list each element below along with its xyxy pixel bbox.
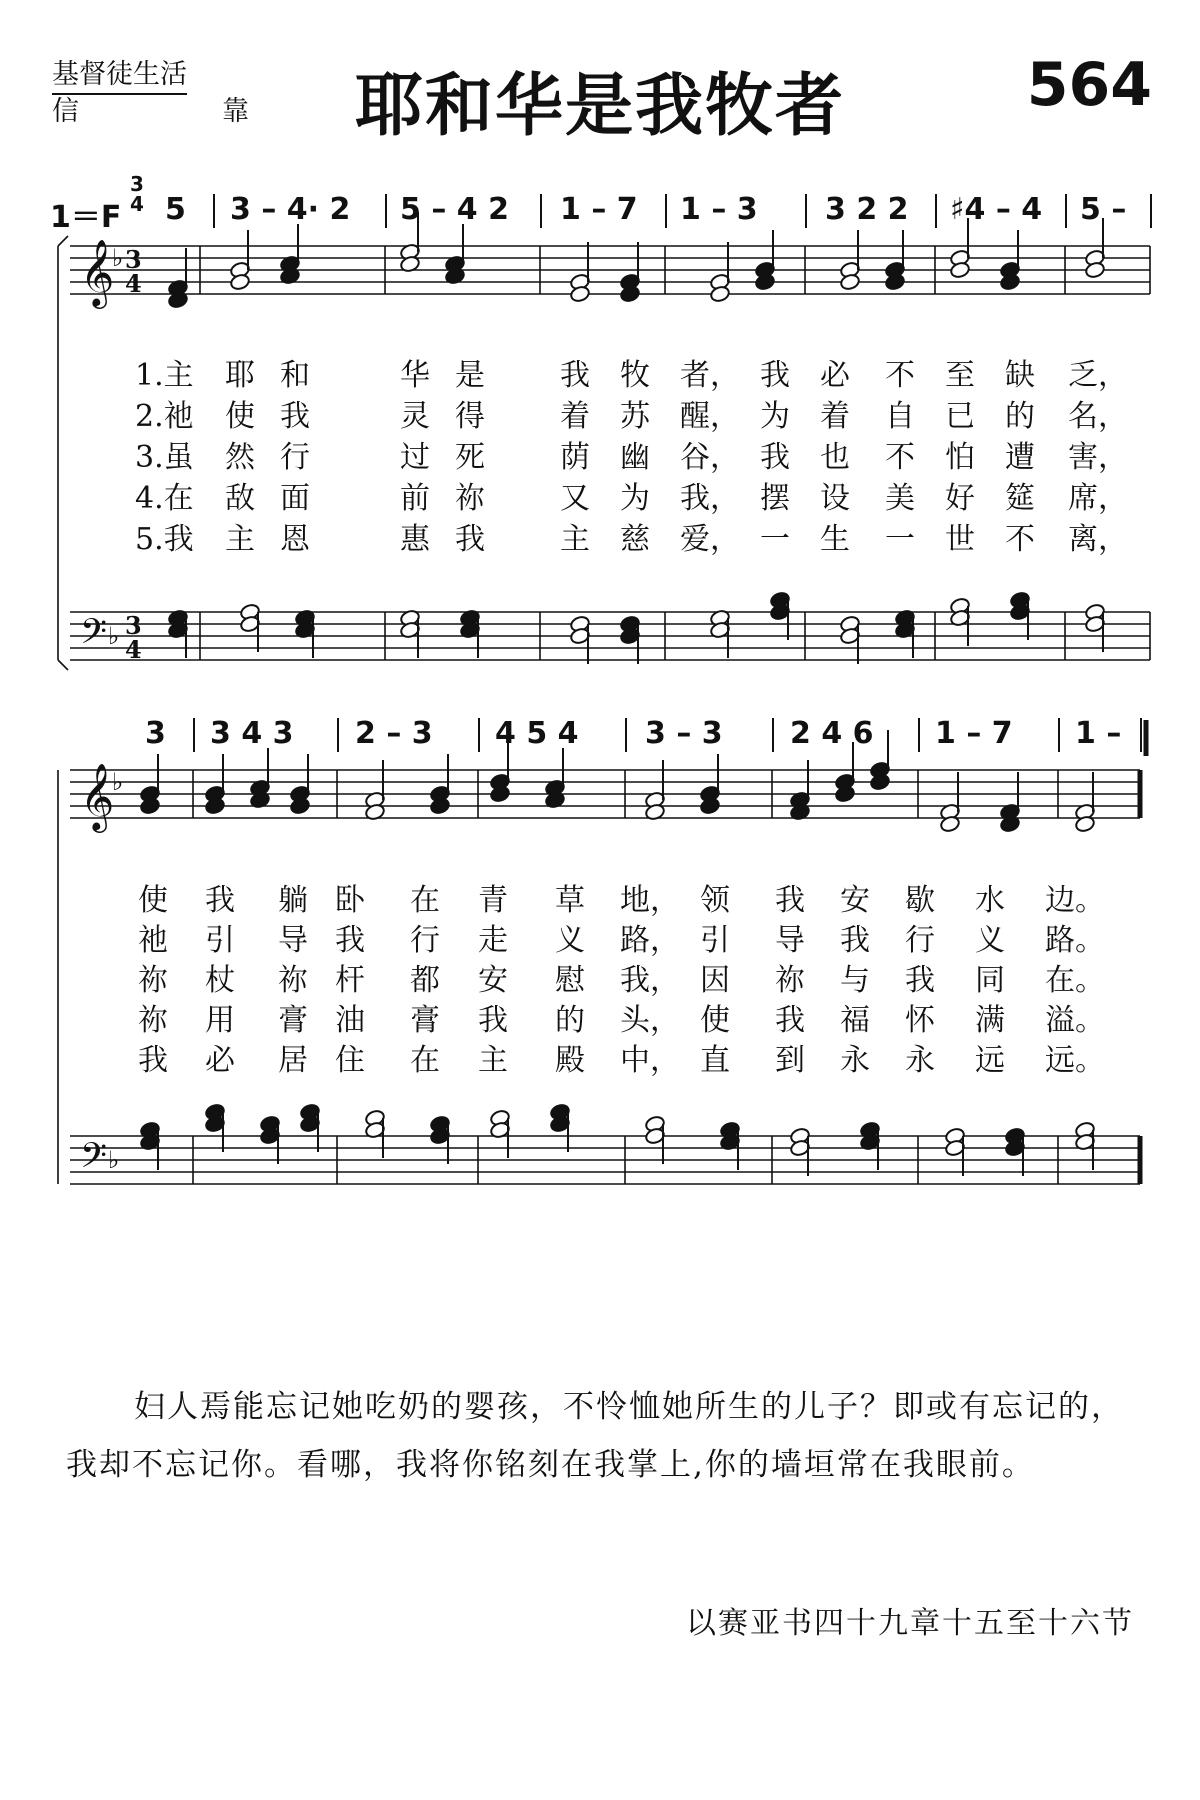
jianpu-measure: ♯4 – 4: [950, 192, 1043, 227]
lyric-syllable: 地，: [620, 883, 680, 918]
lyric-syllable: 边。: [1045, 883, 1105, 918]
svg-text:𝄞: 𝄞: [80, 238, 115, 306]
lyric-syllable: 牧: [620, 358, 650, 393]
jianpu-measure: 3 2 2: [825, 192, 909, 227]
time-bottom: 4: [130, 192, 144, 216]
lyric-syllable: 一: [760, 522, 790, 557]
lyric-syllable: 引: [700, 923, 730, 958]
lyric-syllable: 1.主: [135, 358, 194, 393]
lyric-syllable: 使: [225, 399, 255, 434]
lyric-syllable: 膏: [278, 1003, 308, 1038]
lyric-syllable: 与: [840, 963, 870, 998]
lyric-syllable: 为: [620, 481, 650, 516]
jianpu-measure: 3 – 4· 2: [230, 192, 351, 227]
lyric-syllable: 用: [205, 1003, 235, 1038]
lyric-syllable: 在: [410, 1043, 440, 1078]
lyric-syllable: 不: [885, 440, 915, 475]
lyric-syllable: 耶: [225, 358, 255, 393]
lyric-syllable: 导: [775, 923, 805, 958]
lyric-syllable: 行: [410, 923, 440, 958]
lyric-syllable: 为: [760, 399, 790, 434]
lyric-syllable: 到: [775, 1043, 805, 1078]
scripture-text: 妇人焉能忘记她吃奶的婴孩，不怜恤她所生的儿子？即或有忘记的，我却不忘记你。看哪，我将你铭刻在我掌上,你的墙垣常在我眼前。: [66, 1389, 1124, 1483]
jianpu-key: 1＝F: [50, 200, 122, 235]
lyric-syllable: 安: [478, 963, 508, 998]
lyric-syllable: 又: [560, 481, 590, 516]
lyric-syllable: 也: [820, 440, 850, 475]
lyric-syllable: 福: [840, 1003, 870, 1038]
clefs: [80, 238, 142, 1184]
lyric-syllable: 和: [280, 358, 310, 393]
lyric-syllable: 已: [945, 399, 975, 434]
lyric-syllable: 油: [335, 1003, 365, 1038]
lyric-syllable: 的: [1005, 399, 1035, 434]
lyric-syllable: 面: [280, 481, 310, 516]
lyric-syllable: 缺: [1005, 358, 1035, 393]
jianpu-measure: 1 – 7: [560, 192, 638, 227]
lyric-syllable: 永: [840, 1043, 870, 1078]
lyric-syllable: 世: [945, 522, 975, 557]
svg-text:4: 4: [125, 635, 142, 664]
lyric-syllable: 卧: [335, 883, 365, 918]
jianpu-measure: 2 4 6: [790, 716, 874, 751]
jianpu-measure: 1 – 7: [935, 716, 1013, 751]
lyric-syllable: 行: [280, 440, 310, 475]
lyric-syllable: 乏，: [1068, 358, 1128, 393]
lyric-syllable: 歇: [905, 883, 935, 918]
lyric-syllable: 草: [555, 883, 585, 918]
jianpu-measure: 4 5 4: [495, 716, 579, 751]
lyric-syllable: 幽: [620, 440, 650, 475]
lyric-syllable: 使: [138, 883, 168, 918]
svg-text:𝄢: 𝄢: [80, 611, 108, 660]
lyric-syllable: 生: [820, 522, 850, 557]
lyric-syllable: 灵: [400, 399, 430, 434]
lyric-syllable: 路。: [1045, 923, 1105, 958]
time-top: 3: [130, 172, 144, 196]
lyric-syllable: 着: [820, 399, 850, 434]
scripture-reference: 以赛亚书四十九章十五至十六节: [686, 1606, 1134, 1641]
lyric-syllable: 住: [335, 1043, 365, 1078]
lyric-syllable: 者，: [680, 358, 740, 393]
lyric-syllable: 得: [455, 399, 485, 434]
lyric-syllable: 头，: [620, 1003, 680, 1038]
lyric-syllable: 我: [138, 1043, 168, 1078]
lyric-syllable: 遭: [1005, 440, 1035, 475]
lyric-syllable: 在: [410, 883, 440, 918]
lyric-syllable: 青: [478, 883, 508, 918]
lyric-syllable: 使: [700, 1003, 730, 1038]
lyric-syllable: 3.虽: [135, 440, 194, 475]
lyric-syllable: 5.我: [135, 522, 194, 557]
lyric-syllable: 荫: [560, 440, 590, 475]
lyric-syllable: 我: [335, 923, 365, 958]
jianpu-measure: 1 –: [1075, 716, 1122, 751]
svg-text:𝄞: 𝄞: [80, 762, 115, 830]
lyric-syllable: 苏: [620, 399, 650, 434]
lyric-syllable: 我: [775, 1003, 805, 1038]
hymn-number: 564: [1026, 50, 1152, 120]
lyric-syllable: 好: [945, 481, 975, 516]
lyric-syllable: 2.祂: [135, 399, 194, 434]
lyric-syllable: 殿: [555, 1043, 585, 1078]
lyric-syllable: 溢。: [1045, 1003, 1105, 1038]
lyric-syllable: 离，: [1068, 522, 1128, 557]
lyric-syllable: 路，: [620, 923, 680, 958]
lyric-syllable: 祂: [138, 923, 168, 958]
lyric-syllable: 祢: [455, 481, 485, 516]
lyric-syllable: 义: [975, 923, 1005, 958]
lyric-syllable: 远。: [1045, 1043, 1105, 1078]
lyric-syllable: 我: [760, 358, 790, 393]
lyric-syllable: 远: [975, 1043, 1005, 1078]
lyric-syllable: 我: [775, 883, 805, 918]
lyric-syllable: 躺: [278, 883, 308, 918]
lyric-syllable: 不: [885, 358, 915, 393]
lyric-syllable: 直: [700, 1043, 730, 1078]
lyric-syllable: 自: [885, 399, 915, 434]
jianpu-measure: 3 4 3: [210, 716, 294, 751]
lyric-syllable: 我: [840, 923, 870, 958]
lyric-syllable: 行: [905, 923, 935, 958]
lyric-syllable: 安: [840, 883, 870, 918]
lyric-syllable: 一: [885, 522, 915, 557]
lyric-syllable: 永: [905, 1043, 935, 1078]
lyric-syllable: 惠: [400, 522, 430, 557]
lyric-syllable: 我: [560, 358, 590, 393]
lyric-syllable: 至: [945, 358, 975, 393]
lyric-syllable: 我: [205, 883, 235, 918]
lyric-syllable: 不: [1005, 522, 1035, 557]
lyric-syllable: 领: [700, 883, 730, 918]
lyric-syllable: 水: [975, 883, 1005, 918]
category-text: 基督徒生活: [52, 58, 187, 95]
lyric-syllable: 着: [560, 399, 590, 434]
lyric-syllable: 死: [455, 440, 485, 475]
lyric-syllable: 4.在: [135, 481, 194, 516]
lyric-syllable: 引: [205, 923, 235, 958]
lyric-syllable: 义: [555, 923, 585, 958]
lyric-syllable: 恩: [280, 522, 310, 557]
lyric-syllable: 因: [700, 963, 730, 998]
lyric-syllable: 美: [885, 481, 915, 516]
lyric-syllable: 前: [400, 481, 430, 516]
lyric-syllable: 敌: [225, 481, 255, 516]
lyric-syllable: 慰: [555, 963, 585, 998]
lyric-syllable: 主: [560, 522, 590, 557]
lyric-syllable: 居: [278, 1043, 308, 1078]
lyric-syllable: 主: [225, 522, 255, 557]
lyric-syllable: 我: [478, 1003, 508, 1038]
lyric-syllable: 我，: [620, 963, 680, 998]
lyric-syllable: 的: [555, 1003, 585, 1038]
lyric-syllable: 走: [478, 923, 508, 958]
lyric-syllable: 慈: [620, 522, 650, 557]
lyric-syllable: 设: [820, 481, 850, 516]
lyric-syllable: 谷，: [680, 440, 740, 475]
lyric-syllable: 怕: [945, 440, 975, 475]
lyric-syllable: 我: [280, 399, 310, 434]
lyric-syllable: 摆: [760, 481, 790, 516]
lyric-syllable: 然: [225, 440, 255, 475]
svg-text:4: 4: [125, 269, 142, 298]
lyric-syllable: 必: [205, 1043, 235, 1078]
jianpu-measure: 3 – 3: [645, 716, 723, 751]
jianpu-measure: 5 –: [1080, 192, 1127, 227]
subcategory-text: 信 靠: [52, 96, 307, 127]
svg-text:♭: ♭: [112, 244, 124, 272]
lyric-syllable: 祢: [138, 963, 168, 998]
lyric-syllable: 导: [278, 923, 308, 958]
lyric-syllable: 同: [975, 963, 1005, 998]
lyric-syllable: 祢: [138, 1003, 168, 1038]
svg-text:𝄢: 𝄢: [80, 1135, 108, 1184]
svg-text:♭: ♭: [108, 622, 120, 650]
lyric-syllable: 爱，: [680, 522, 740, 557]
jianpu-measure: 1 – 3: [680, 192, 758, 227]
lyric-syllable: 祢: [278, 963, 308, 998]
lyric-syllable: 膏: [410, 1003, 440, 1038]
lyric-syllable: 是: [455, 358, 485, 393]
lyric-syllable: 杖: [205, 963, 235, 998]
lyric-syllable: 华: [400, 358, 430, 393]
lyric-syllable: 在。: [1045, 963, 1105, 998]
lyric-syllable: 我: [455, 522, 485, 557]
lyric-syllable: 过: [400, 440, 430, 475]
lyric-syllable: 筵: [1005, 481, 1035, 516]
jianpu-measure: 5: [165, 192, 186, 227]
lyric-syllable: 主: [478, 1043, 508, 1078]
lyric-syllable: 祢: [775, 963, 805, 998]
hymn-title: 耶和华是我牧者: [354, 67, 845, 146]
lyric-syllable: 我: [905, 963, 935, 998]
lyric-syllable: 怀: [905, 1003, 935, 1038]
lyric-syllable: 我，: [680, 481, 740, 516]
jianpu-measure: 5 – 4 2: [400, 192, 509, 227]
lyric-syllable: 满: [975, 1003, 1005, 1038]
lyric-syllable: 害，: [1068, 440, 1128, 475]
lyric-syllable: 必: [820, 358, 850, 393]
svg-text:♭: ♭: [112, 768, 124, 796]
lyric-syllable: 席，: [1068, 481, 1128, 516]
jianpu-measure: 3: [145, 716, 166, 751]
lyric-syllable: 名，: [1068, 399, 1128, 434]
lyric-syllable: 我: [760, 440, 790, 475]
lyric-syllable: 杆: [335, 963, 365, 998]
lyric-syllable: 醒，: [680, 399, 740, 434]
svg-text:3: 3: [125, 245, 142, 274]
svg-text:3: 3: [125, 611, 142, 640]
jianpu-measure: 2 – 3: [355, 716, 433, 751]
lyric-syllable: 中，: [620, 1043, 680, 1078]
lyric-syllable: 都: [410, 963, 440, 998]
svg-text:♭: ♭: [108, 1146, 120, 1174]
